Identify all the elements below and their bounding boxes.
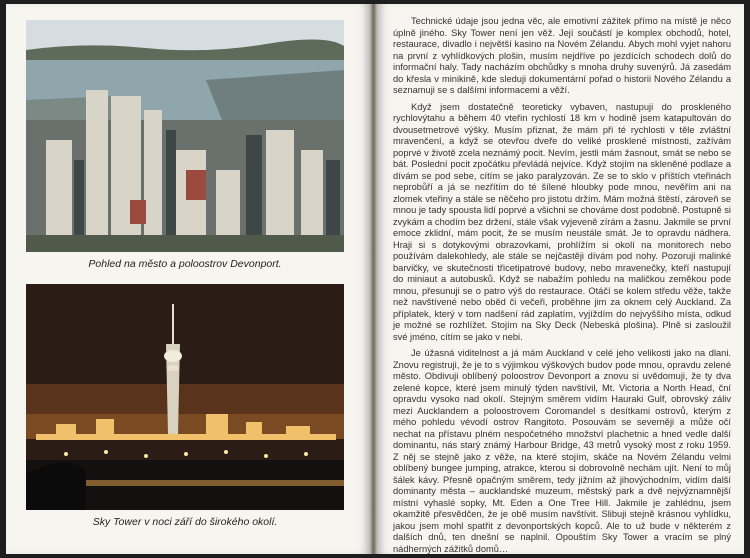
paragraph-1: Technické údaje jsou jedna věc, ale emotivní zážitek přímo na místě je něco úplně jiného. Sky Tower není jen věž. Její součástí je komplex obchodů, hotel, restaurace, divadlo i největší kasino na Novém Zélandu. Abych mohl vyjet nahoru na první z vyhlídkových plošin, musím nejdříve po jezdících schodech dolů do informační haly. Tady nacházím obchůdky s mnoha druhy suvenýrů. Já zasedám do křesla v minikině, kde sleduji dokumentární pořad o historii Nového Zélandu a seznamuji se s dalšími informacemi a věží. <box>393 16 731 95</box>
article-text <box>393 16 731 554</box>
book-gutter <box>370 4 377 554</box>
photo-sky-tower-night <box>26 284 344 510</box>
sky-tower-night-illustration <box>26 284 344 510</box>
photo2-caption: Sky Tower v noci září do širokého okolí. <box>92 516 278 528</box>
city-aerial-illustration <box>26 20 344 252</box>
left-page <box>6 4 370 554</box>
right-page <box>377 4 744 554</box>
paragraph-3: Je úžasná viditelnost a já mám Auckland v celé jeho velikosti jako na dlani. Znovu registruji, že je to s výjimkou výškových budov pode mnou, opravdu zelené město. Obdivuji oblíbený poloostrov Devonport a znovu si uvědomuji, že ty dva zelené kopce, které jsem minulý týden navštívil, Mt. Victoria a North Head, ční opravdu vysoko nad okolí. Stejným směrem vidím Hauraki Gulf, obrovský záliv mezi Aucklandem a poloostrovem Coromandel s desítkami ostrovů, kterým z mého pohledu vévodí ostrov Rangitoto. Posouvám se severněji a může očí nechat na přístavu plném nespočetného množství plachetnic a hned vedle další dominantu, nás starý známý Harbour Bridge, 43 metrů vysoký most z roku 1959. Z něj se stejně jako z věže, na které stojím, skáče na Novém Zélandu velmi oblíbený bungee jumping, atrakce, kterou si dobrovolně nechám ujít. Není to můj šálek kávy. Přesně opačným směrem, tedy jižním až jihovýchodním, vidím další dominanty města – aucklandské muzeum, městský park a dvě nejvýznamnější místní vyhaslé sopky, Mt. Eden a One Tree Hill. Jakmile je zahlédnu, jsem okamžitě přesvědčen, že je obě musím navštívit. Slibuji stejně krásnou vyhlídku, jakou jsem mohl spatřit z devonportských kopců. Ale to už bude v některém z dalších dnů, ten dnešní se naplnil. Opouštím Sky Tower a vracím se plný nádherných zážitků domů… <box>393 348 731 554</box>
photo-city-devonport <box>26 20 344 252</box>
paragraph-2: Když jsem dostatečně teoreticky vybaven, nastupuji do proskleného rychlovýtahu a během 40 vteřin rychlostí 18 km v hodině jsem katapultován do dvousetmetrové výšky. Musím přiznat, že mám při té rychlosti v těle zvláštní mravenčení, a když se otevřou dveře do veliké prosklené místnosti, zažívám poprvé v životě zcela neznámý pocit. Nevím, jestli mám žasnout, smát se nebo se bát. Poslední pocit zpočátku převládá nejvíce. Když stojím na skleněné podlaze a dívám se pod sebe, cítím se jako paralyzován. Ze se to sklo v příštích vteřinách neprobůří a já se nezřítím do té šílené hloubky pode mnou, nevěřím ani na zlomek vteřiny a stále se něčeho pro jistotu držím. Mám možná štěstí, zároveň se mnou je tady spousta lidí poprvé a všichni se chováme dost podobně. Postupně si zvykám a chodím bez držení, stále však vyjeveně zírám a žasnu. Jakmile se první emoce zklidní, mám pocit, že se musím neustále smát. Je to opravdu nádhera. Hraji si s dotykovými obrazovkami, prohlížím si okolí na monitorech nebo používám dalekohledy, ale stále se nejčastěji dívám pod nohy. Pozoruji malinké barvičky, ve skutečnosti třicetipatrové budovy, nebo mravenečky, kteří nastupují do miniaut a autobusků. Když se nabažím pohledu na maličkou zeměkou pode mnou, přesunuji se o patro výš do restaurace. Otáčí se kolem středu věže, takže než navštívené nebo oběd či večeři, proběhne jim za oknem celý Auckland. Za příplatek, který v tom nadšení rád zaplatím, vyjíždím do nejvyššího místa, odkud je možné se rozhlížet. Stojím na Sky Deck (Nebeská plošina). Plně si zasloužil své jméno, cítím se jako v nebi. <box>393 101 731 342</box>
photo1-caption: Pohled na město a poloostrov Devonport. <box>88 258 282 270</box>
